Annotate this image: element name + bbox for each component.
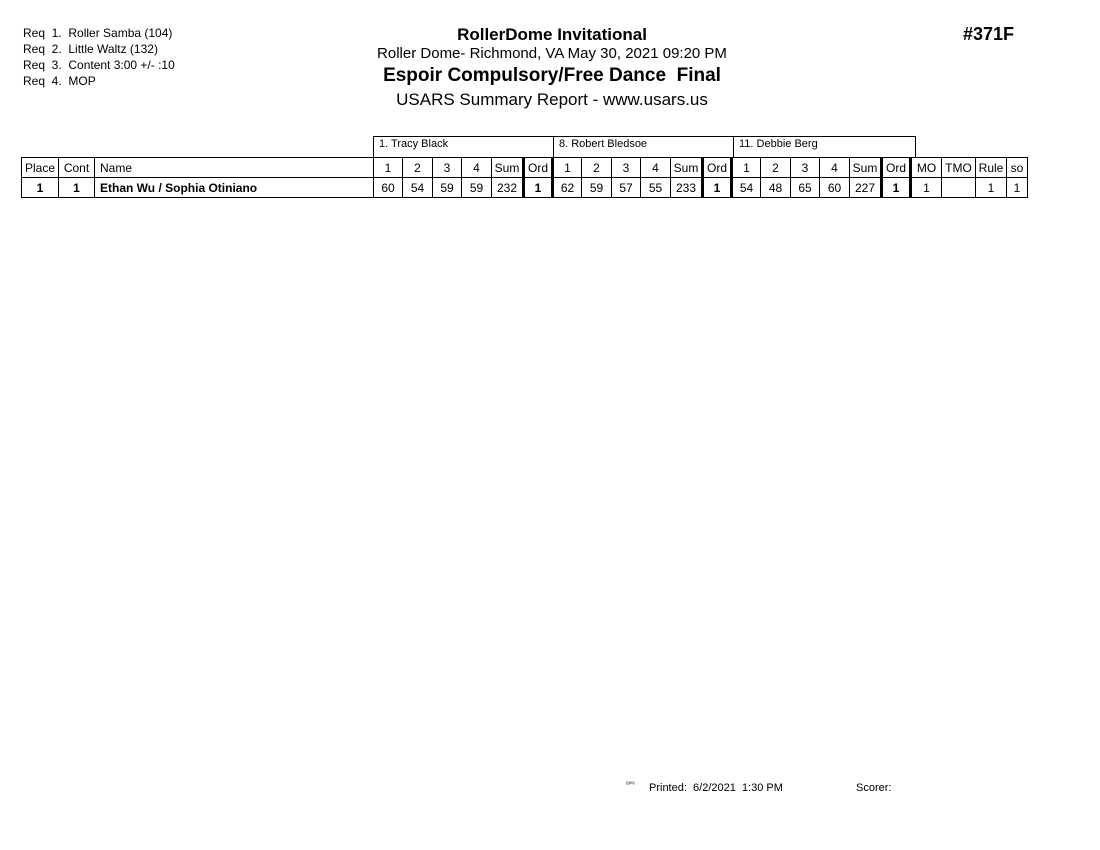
competition-title: RollerDome Invitational <box>457 25 647 44</box>
event-number: #371F <box>963 24 1015 44</box>
col-j1-2: 2 <box>403 158 433 178</box>
requirement-1: Req 1. Roller Samba (104) <box>23 26 173 40</box>
cell-j2-1: 62 <box>553 178 582 198</box>
cell-j1-3: 59 <box>433 178 462 198</box>
column-header-row <box>22 158 1028 178</box>
col-j2-2: 2 <box>582 158 612 178</box>
report-header <box>330 24 774 111</box>
col-j1-sum: Sum <box>492 158 524 178</box>
col-j2-4: 4 <box>641 158 671 178</box>
table-row <box>22 178 1028 198</box>
cell-j3-sum: 227 <box>850 178 882 198</box>
cell-j1-1: 60 <box>374 178 403 198</box>
col-rule: Rule <box>976 158 1007 178</box>
col-j2-ord: Ord <box>703 158 732 178</box>
col-j3-ord: Ord <box>882 158 911 178</box>
cell-j3-1: 54 <box>732 178 761 198</box>
col-place: Place <box>22 158 59 178</box>
cell-mo: 1 <box>911 178 942 198</box>
requirements-list <box>23 25 175 89</box>
col-name: Name <box>95 158 374 178</box>
col-so: so <box>1007 158 1028 178</box>
cell-j2-3: 57 <box>612 178 641 198</box>
cell-j3-ord: 1 <box>882 178 911 198</box>
event-title: Espoir Compulsory/Free Dance Final <box>383 65 721 86</box>
cell-j3-2: 48 <box>761 178 791 198</box>
cell-so: 1 <box>1007 178 1028 198</box>
col-j2-sum: Sum <box>671 158 703 178</box>
col-j1-ord: Ord <box>524 158 553 178</box>
requirement-2: Req 2. Little Waltz (132) <box>23 42 158 56</box>
cell-cont: 1 <box>59 178 95 198</box>
col-j2-1: 1 <box>553 158 582 178</box>
cell-j2-4: 55 <box>641 178 671 198</box>
cell-j2-2: 59 <box>582 178 612 198</box>
report-name: USARS Summary Report - www.usars.us <box>396 90 708 109</box>
col-mo: MO <box>911 158 942 178</box>
cell-j3-3: 65 <box>791 178 820 198</box>
cell-j1-4: 59 <box>462 178 492 198</box>
cell-j2-sum: 233 <box>671 178 703 198</box>
cell-j1-ord: 1 <box>524 178 553 198</box>
col-j3-4: 4 <box>820 158 850 178</box>
cell-j1-2: 54 <box>403 178 433 198</box>
cell-tmo <box>942 178 976 198</box>
venue-date: Roller Dome- Richmond, VA May 30, 2021 09:20 PM <box>377 45 727 62</box>
judge-3-header: 11. Debbie Berg <box>733 136 916 157</box>
col-j2-3: 3 <box>612 158 641 178</box>
cell-rule: 1 <box>976 178 1007 198</box>
col-j1-4: 4 <box>462 158 492 178</box>
scorer-label: Scorer: <box>856 782 892 794</box>
requirement-4: Req 4. MOP <box>23 74 96 88</box>
cell-name: Ethan Wu / Sophia Otiniano <box>95 178 374 198</box>
cell-j1-sum: 232 <box>492 178 524 198</box>
col-j3-2: 2 <box>761 158 791 178</box>
printed-date: Printed: 6/2/2021 1:30 PM <box>649 782 783 794</box>
col-tmo: TMO <box>942 158 976 178</box>
judge-2-header: 8. Robert Bledsoe <box>553 136 734 157</box>
requirement-3: Req 3. Content 3:00 +/- :10 <box>23 58 175 72</box>
cell-j3-4: 60 <box>820 178 850 198</box>
col-j1-3: 3 <box>433 158 462 178</box>
col-j3-3: 3 <box>791 158 820 178</box>
col-j3-1: 1 <box>732 158 761 178</box>
judge-1-header: 1. Tracy Black <box>373 136 554 157</box>
cell-j2-ord: 1 <box>703 178 732 198</box>
col-j1-1: 1 <box>374 158 403 178</box>
results-table <box>21 157 1028 198</box>
footer-code: ²³⁰⁶ <box>626 782 635 788</box>
col-cont: Cont <box>59 158 95 178</box>
cell-place: 1 <box>22 178 59 198</box>
col-j3-sum: Sum <box>850 158 882 178</box>
